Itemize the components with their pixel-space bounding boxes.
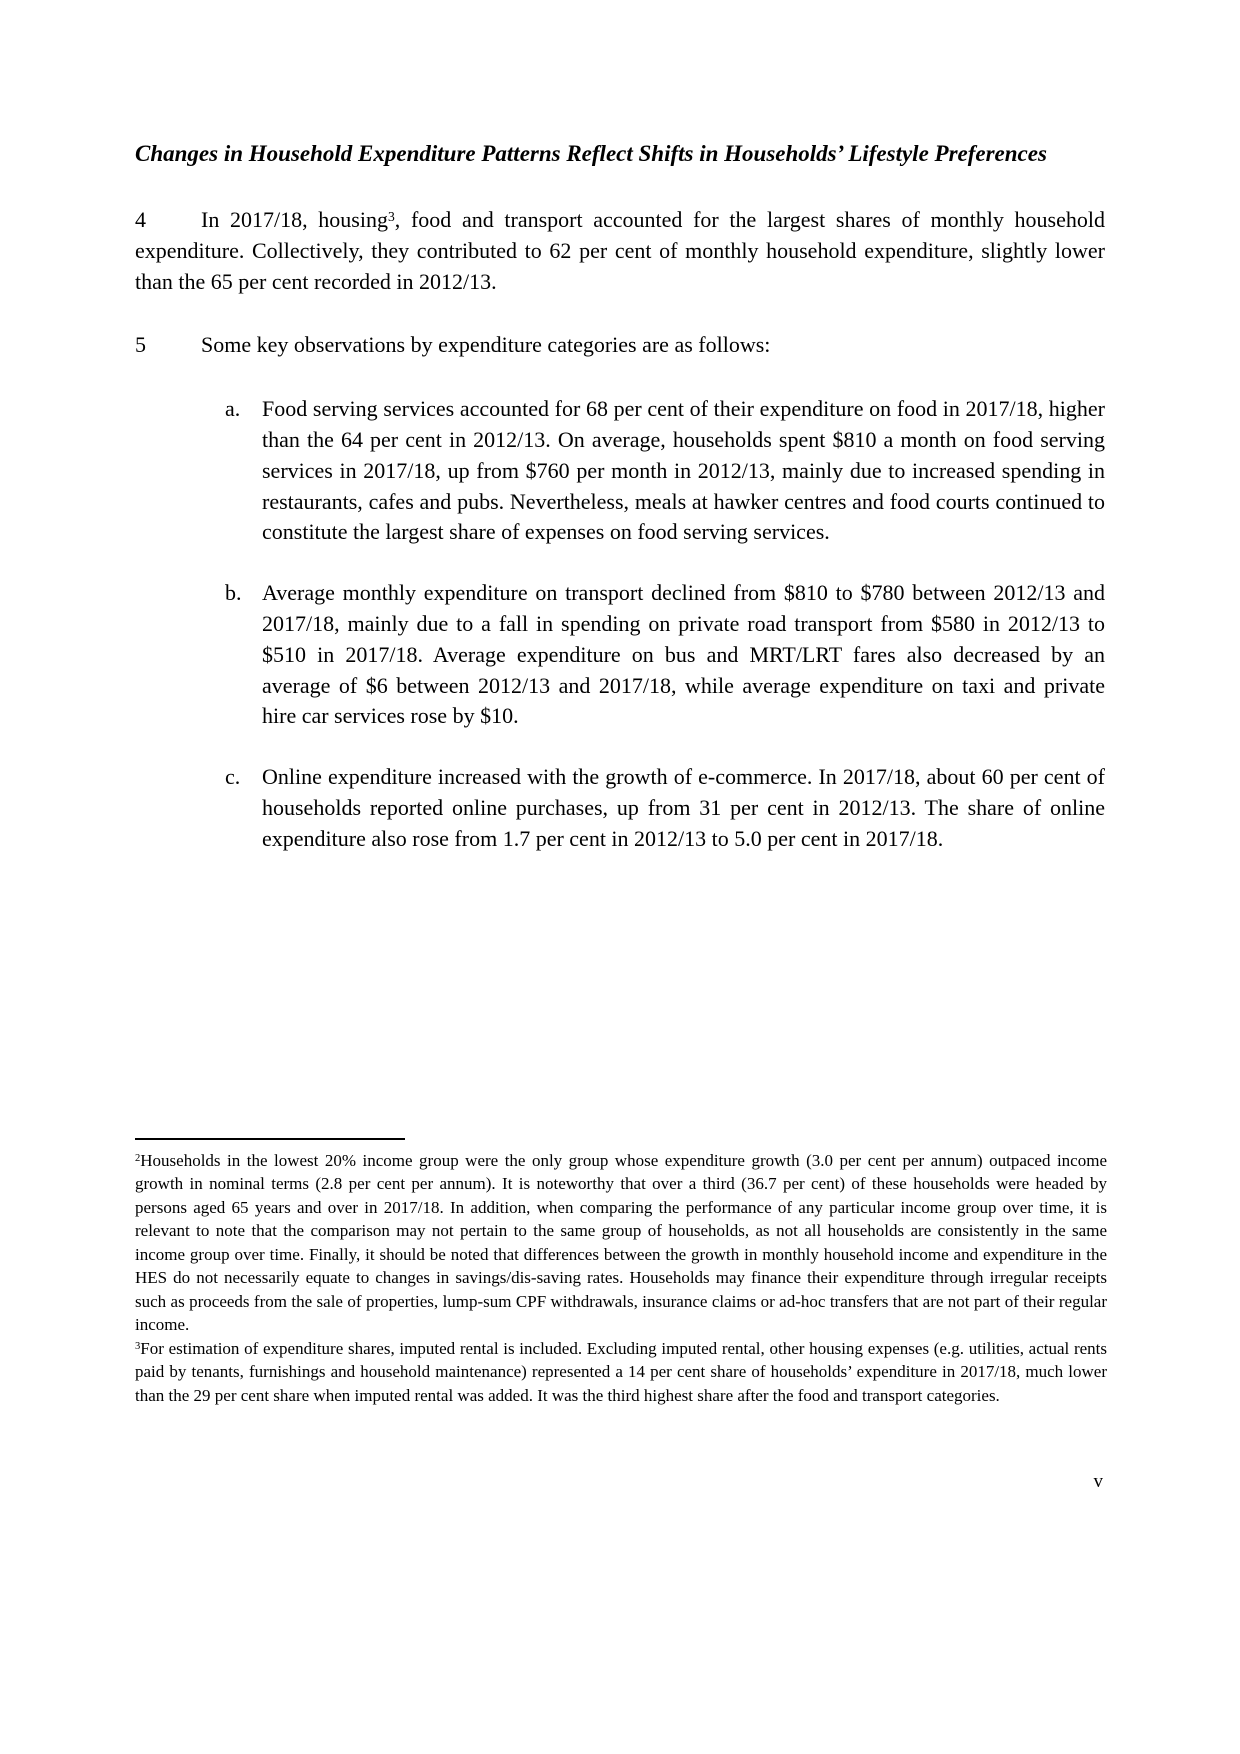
footnote-2-text: Households in the lowest 20% income group were the only group whose expenditure growth (3.0 per cent per annum) outpaced income growth in nominal terms (2.8 per cent per annum). It is noteworthy that over a third (36.7 per cent) of these households were headed by persons aged 65 years and over in 2017/18. In addition, when comparing the performance of any particular income group over time, it is relevant to note that the comparison may not pertain to the same group of households, as not all households are consistently in the same income group over time. Finally, it should be noted that differences between the growth in monthly household income and expenditure in the HES do not necessarily equate to changes in savings/dis-saving rates. Households may finance their expenditure through irregular receipts such as proceeds from the sale of properties, lump-sum CPF withdrawals, insurance claims or ad-hoc transfers that are not part of their regular income.: [135, 1151, 1107, 1335]
list-item-a-text: Food serving services accounted for 68 per cent of their expenditure on food in 2017/18, higher than the 64 per cent in 2012/13. On average, households spent $810 a month on food serving services in 2017/18, up from $760 per month in 2012/13, mainly due to increased spending in restaurants, cafes and pubs. Nevertheless, meals at hawker centres and food courts continued to constitute the largest share of expenses on food serving services.: [262, 396, 1105, 545]
paragraph-5: [135, 330, 1105, 361]
paragraph-5-text: Some key observations by expenditure categories are as follows:: [201, 332, 771, 358]
paragraph-4: [135, 205, 1105, 297]
footnote-3-text: For estimation of expenditure shares, imputed rental is included. Excluding imputed rental, other housing expenses (e.g. utilities, actual rents paid by tenants, furnishings and household maintenance) represented a 14 per cent share of households’ expenditure in 2017/18, much lower than the 29 per cent share when imputed rental was added. It was the third highest share after the food and transport categories.: [135, 1338, 1107, 1405]
footnote-reference-3: 3: [387, 208, 395, 224]
footnote-2-marker: 2: [135, 1153, 141, 1165]
footnote-3: [135, 1337, 1107, 1407]
list-item-c: [225, 762, 1105, 854]
footnote-3-marker: 3: [135, 1340, 141, 1352]
footnote-separator-rule: [135, 1138, 405, 1140]
footnote-2: [135, 1149, 1107, 1337]
footnote-section: [135, 1138, 1107, 1407]
paragraph-4-text-end: , food and transport accounted for the largest shares of monthly household expenditure. Collectively, they contributed to 62 per cent of monthly household expenditure, slightly lower than the 65 per cent recorded in 2012/13.: [135, 207, 1105, 294]
section-heading: Changes in Household Expenditure Patterns Reflect Shifts in Households’ Lifestyle Preferences: [135, 141, 1047, 166]
list-item-a: [225, 394, 1105, 548]
list-item-c-label: c.: [225, 764, 241, 790]
list-item-b: [225, 578, 1105, 732]
list-item-c-text: Online expenditure increased with the growth of e-commerce. In 2017/18, about 60 per cent of households reported online purchases, up from 31 per cent in 2012/13. The share of online expenditure also rose from 1.7 per cent in 2012/13 to 5.0 per cent in 2017/18.: [262, 764, 1105, 851]
paragraph-4-text-start: In 2017/18, housing: [201, 207, 388, 233]
list-item-b-text: Average monthly expenditure on transport declined from $810 to $780 between 2012/13 and 2017/18, mainly due to a fall in spending on private road transport from $580 in 2012/13 to $510 in 2017/18. Average expenditure on bus and MRT/LRT fares also decreased by an average of $6 between 2012/13 and 2017/18, while average expenditure on taxi and private hire car services rose by $10.: [262, 580, 1105, 729]
observations-list: [225, 394, 1105, 854]
paragraph-5-number: 5: [135, 332, 146, 358]
page-number: v: [1093, 1471, 1103, 1492]
list-item-a-label: a.: [225, 396, 241, 422]
list-item-b-label: b.: [225, 580, 242, 606]
paragraph-4-number: 4: [135, 207, 146, 233]
